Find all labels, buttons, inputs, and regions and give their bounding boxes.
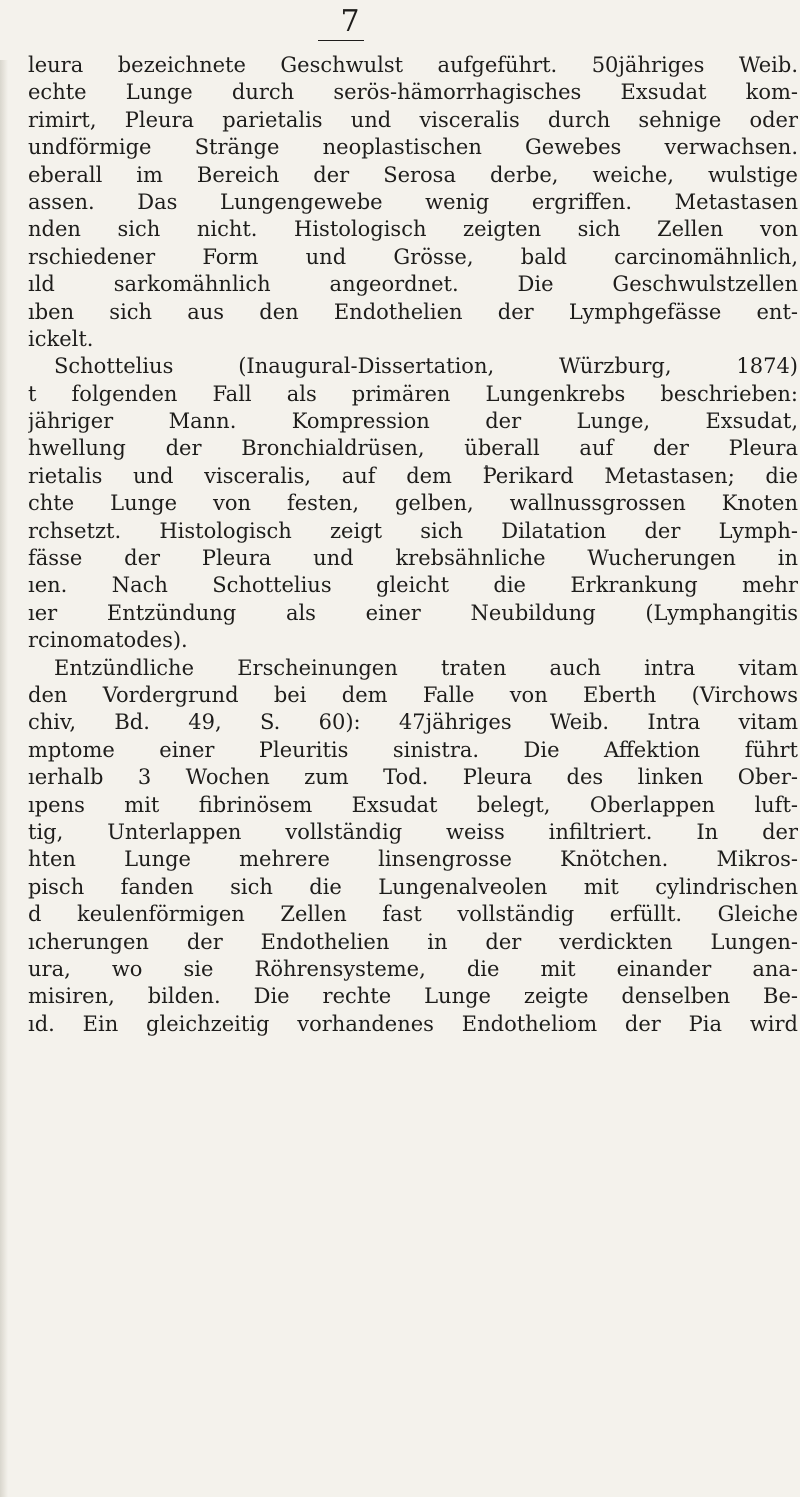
text-line: rschiedener Form und Grösse, bald carcinomähnlich, (28, 244, 798, 269)
text-line: ıerhalb 3 Wochen zum Tod. Pleura des linken Ober- (28, 765, 798, 790)
page-gutter-shadow (0, 60, 8, 1497)
text-line: ıben sich aus den Endothelien der Lymphgefässe ent- (28, 299, 798, 324)
text-line: rimirt, Pleura parietalis und visceralis durch sehnige oder (28, 107, 798, 132)
paragraph-start: Schottelius (Inaugural-Dissertation, Würzburg, 1874) (54, 354, 798, 379)
text-line: jähriger Mann. Kompression der Lunge, Exsudat, (28, 409, 798, 434)
text-line: fässe der Pleura und krebsähnliche Wucherungen in (28, 546, 798, 571)
text-line: hten Lunge mehrere linsengrosse Knötchen. Mikros- (28, 847, 798, 872)
text-line: chiv, Bd. 49, S. 60): 47jähriges Weib. Intra vitam (28, 710, 798, 735)
text-line: assen. Das Lungengewebe wenig ergriffen. Metastasen (28, 189, 798, 214)
text-line: ıer Entzündung als einer Neubildung (Lymphangitis (28, 600, 798, 625)
text-line: ıd. Ein gleichzeitig vorhandenes Endotheliom der Pia wird (28, 1011, 798, 1036)
text-line: ıcherungen der Endothelien in der verdickten Lungen- (28, 929, 798, 954)
body-text (28, 52, 798, 1038)
text-line: ickelt. (28, 326, 94, 351)
text-line: misiren, bilden. Die rechte Lunge zeigte denselben Be- (28, 984, 798, 1009)
page-number: 7 (340, 4, 360, 39)
page-number-rule (318, 40, 364, 41)
text-line: ura, wo sie Röhrensysteme, die mit einander ana- (28, 956, 798, 981)
text-line: chte Lunge von festen, gelben, wallnussgrossen Knoten (28, 491, 798, 516)
text-line: den Vordergrund bei dem Falle von Eberth (Virchows (28, 682, 798, 707)
text-line: tig, Unterlappen vollständig weiss infiltriert. In der (28, 819, 798, 844)
text-line: undförmige Stränge neoplastischen Gewebes verwachsen. (28, 135, 798, 160)
paragraph-start: Entzündliche Erscheinungen traten auch intra vitam (54, 655, 798, 680)
text-line: rietalis und visceralis, auf dem Perikard Metastasen; die (28, 463, 798, 488)
text-line: ıen. Nach Schottelius gleicht die Erkrankung mehr (28, 573, 798, 598)
text-line: leura bezeichnete Geschwulst aufgeführt. 50jähriges Weib. (28, 53, 798, 77)
text-line: mptome einer Pleuritis sinistra. Die Affektion führt (28, 737, 798, 762)
text-line: ıpens mit fibrinösem Exsudat belegt, Oberlappen luft- (28, 792, 798, 817)
text-line: nden sich nicht. Histologisch zeigten sich Zellen von (28, 217, 798, 242)
text-line: hwellung der Bronchialdrüsen, überall auf der Pleura (28, 436, 798, 461)
text-line: eberall im Bereich der Serosa derbe, weiche, wulstige (28, 162, 798, 187)
text-line: echte Lunge durch serös-hämorrhagisches Exsudat kom- (28, 80, 798, 105)
text-line: d keulenförmigen Zellen fast vollständig erfüllt. Gleiche (28, 902, 798, 927)
text-line: ıld sarkomähnlich angeordnet. Die Geschwulstzellen (28, 272, 798, 297)
text-line: pisch fanden sich die Lungenalveolen mit cylindrischen (28, 874, 798, 899)
text-line: t folgenden Fall als primären Lungenkrebs beschrieben: (28, 381, 798, 406)
text-line: rcinomatodes). (28, 628, 188, 653)
text-line: rchsetzt. Histologisch zeigt sich Dilatation der Lymph- (28, 518, 798, 543)
